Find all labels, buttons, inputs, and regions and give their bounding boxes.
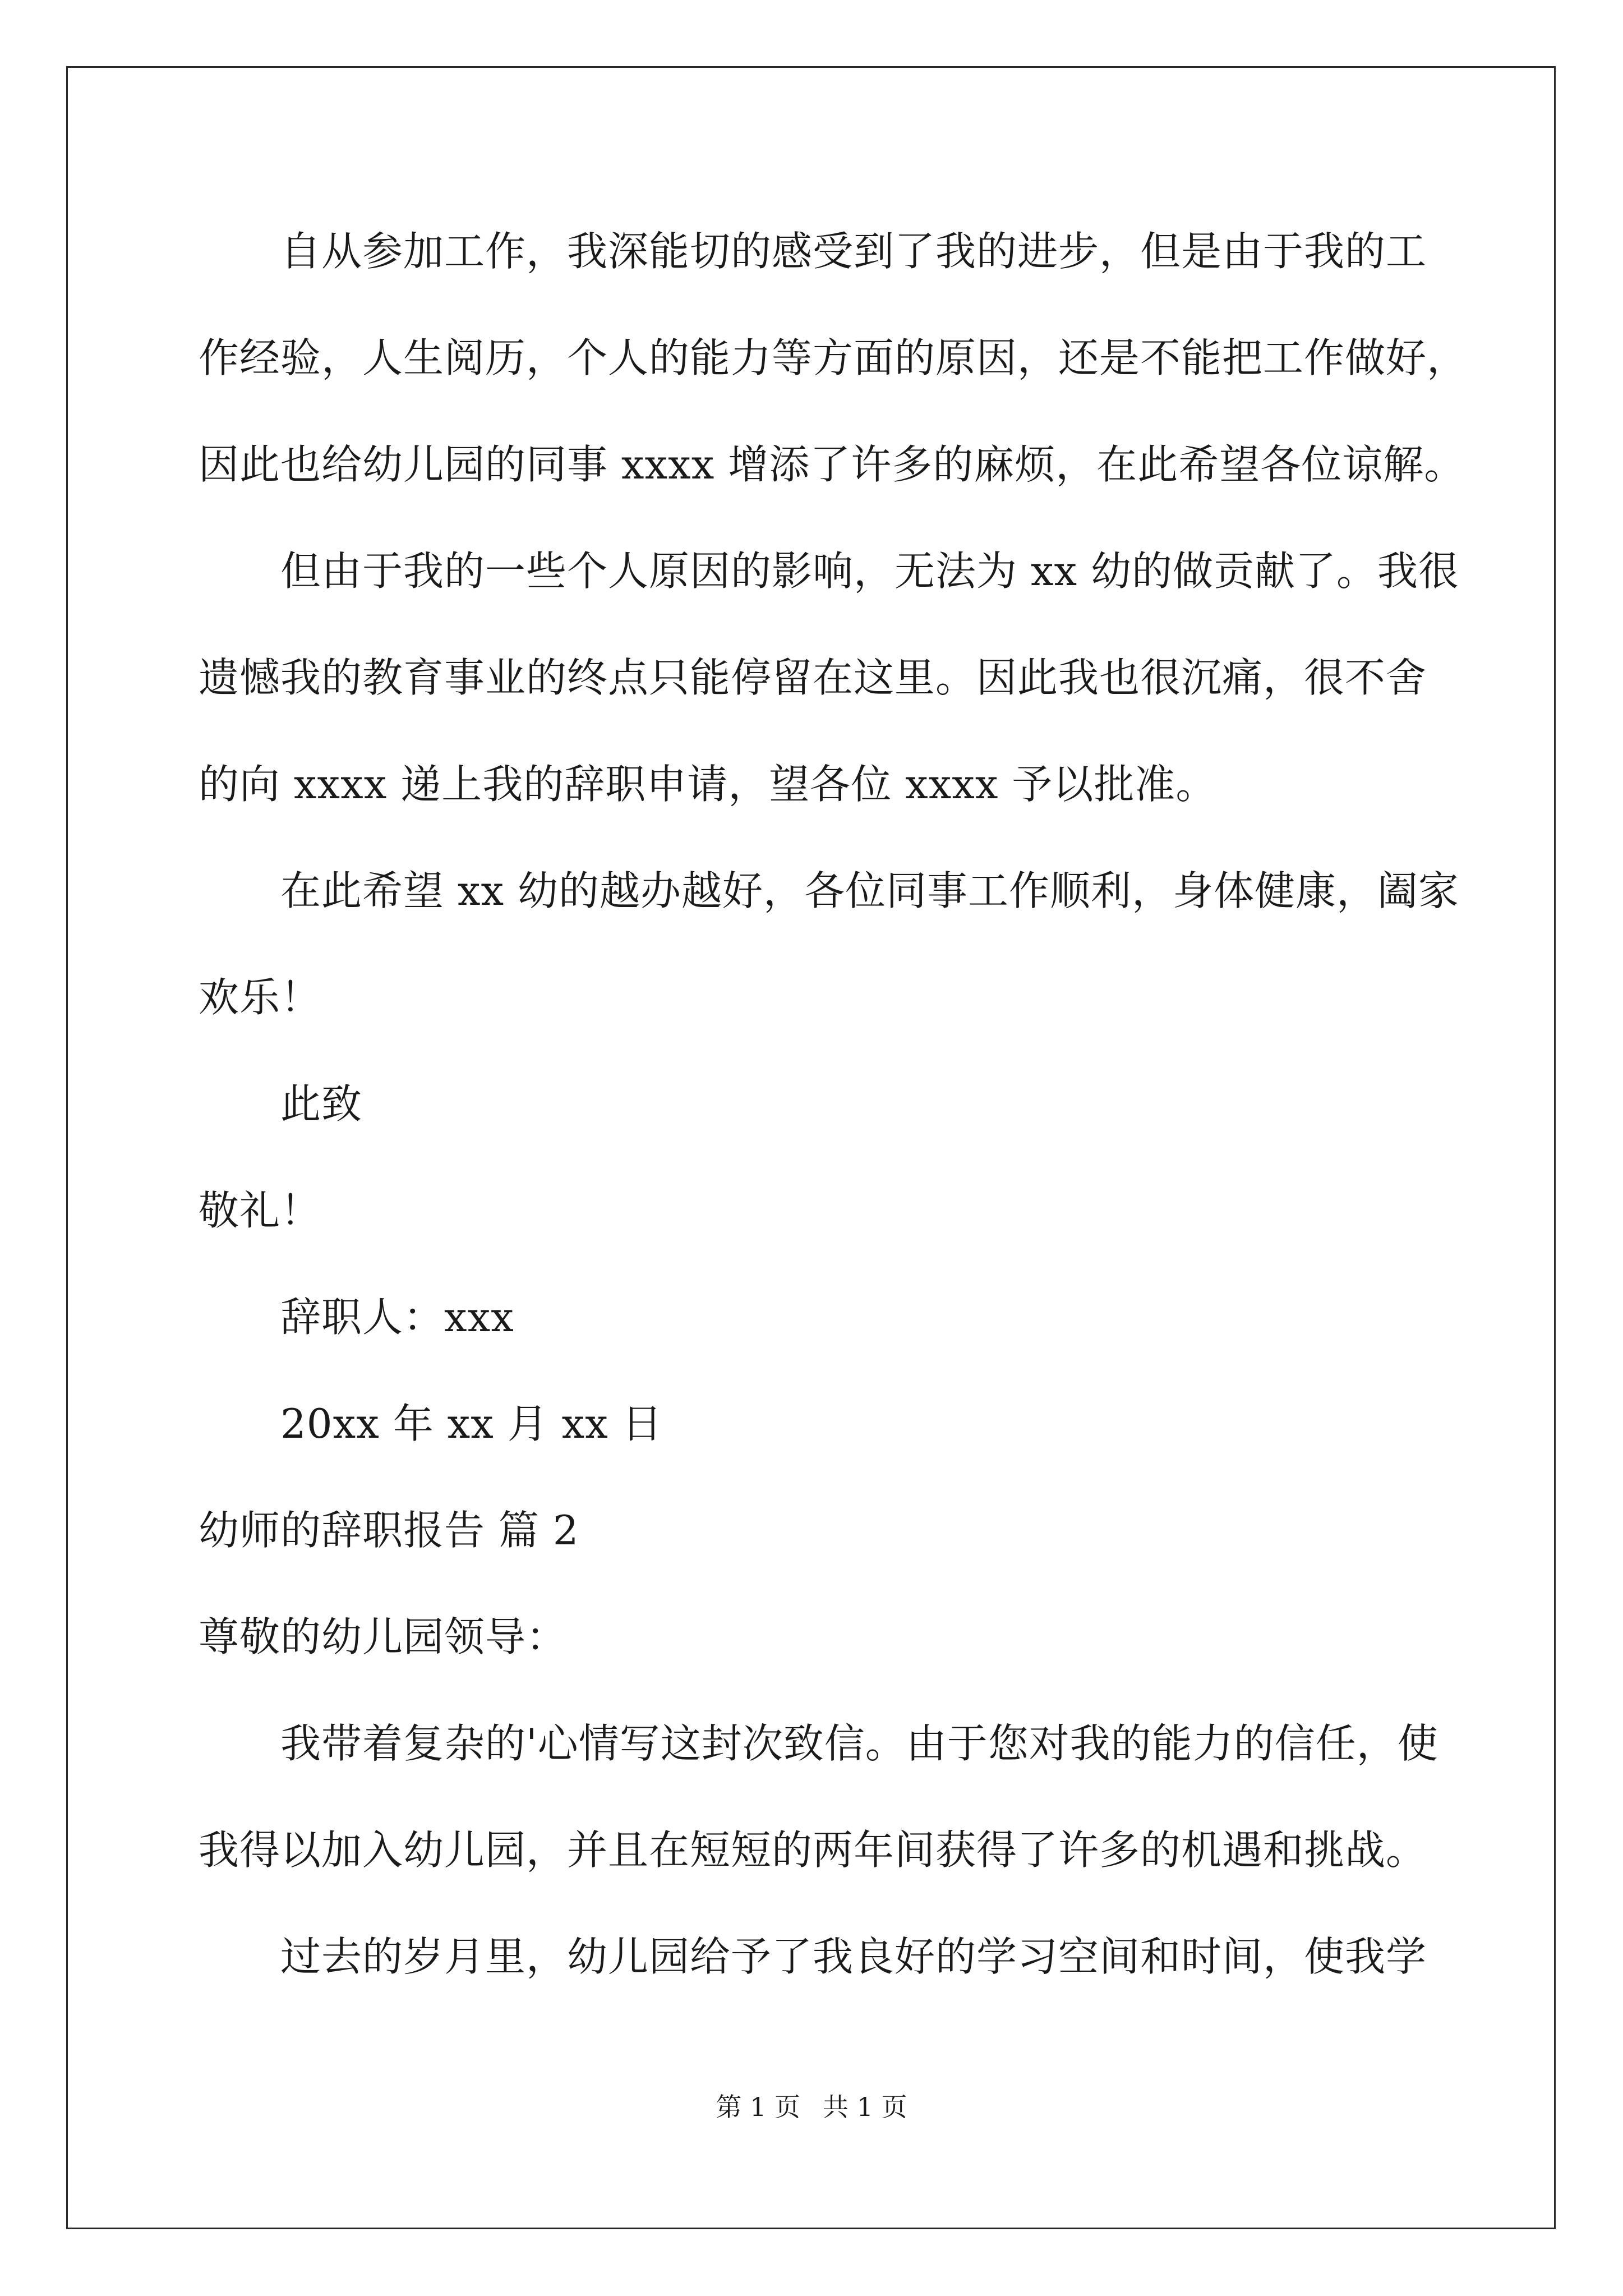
paragraph-line: 过去的岁月里，幼儿园给予了我良好的学习空间和时间，使我学 [280,1933,1427,1980]
paragraph-line: 自从参加工作，我深能切的感受到了我的进步，但是由于我的工 [280,228,1427,275]
date-line: 20xx 年 xx 月 xx 日 [280,1400,663,1447]
closing-salutation: 此致 [280,1080,363,1128]
paragraph-line: 我得以加入幼儿园，并且在短短的两年间获得了许多的机遇和挑战。 [199,1826,1427,1874]
page-footer [0,2090,1623,2124]
paragraph-line: 我带着复杂的'心情写这封次致信。由于您对我的能力的信任，使 [280,1720,1438,1767]
greeting-line: 尊敬的幼儿园领导： [199,1613,568,1660]
page-number: 第 1 页 [716,2092,800,2122]
page-border [66,66,1556,2229]
signature-line: 辞职人：xxx [280,1294,514,1341]
paragraph-line: 因此也给幼儿园的同事 xxxx 增添了许多的麻烦，在此希望各位谅解。 [199,441,1465,488]
section-heading: 幼师的辞职报告 篇 2 [199,1507,579,1554]
paragraph-line: 在此希望 xx 幼的越办越好，各位同事工作顺利，身体健康，阖家 [280,867,1459,914]
paragraph-line: 作经验，人生阅历，个人的能力等方面的原因，还是不能把工作做好， [199,334,1468,381]
page-total: 共 1 页 [823,2092,907,2122]
paragraph-line: 遗憾我的教育事业的终点只能停留在这里。因此我也很沉痛，很不舍 [199,654,1427,701]
paragraph-line: 欢乐！ [199,974,322,1021]
closing-regards: 敬礼！ [199,1187,322,1234]
paragraph-line: 但由于我的一些个人原因的影响，无法为 xx 幼的做贡献了。我很 [280,547,1459,595]
paragraph-line: 的向 xxxx 递上我的辞职申请，望各位 xxxx 予以批准。 [199,761,1217,808]
